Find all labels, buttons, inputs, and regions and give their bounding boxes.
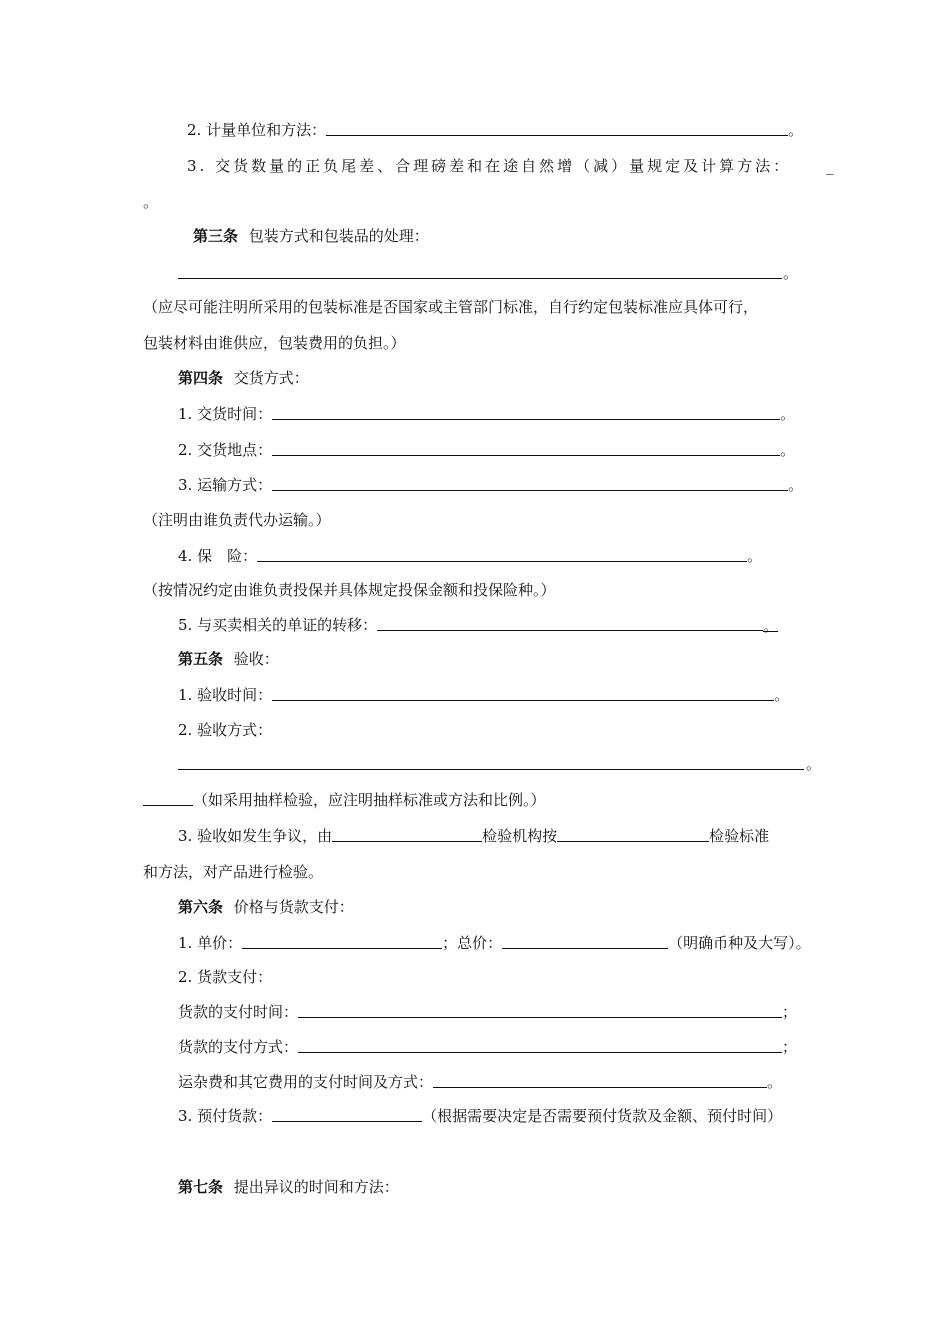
- unit-price-field[interactable]: [242, 933, 442, 949]
- payment-heading-row: [178, 967, 272, 987]
- inspection-method-field[interactable]: [178, 769, 804, 770]
- field-label: 检验机构按: [482, 827, 558, 845]
- article-3-heading: [193, 226, 429, 246]
- other-fees-field[interactable]: [433, 1072, 767, 1088]
- note-text: （如采用抽样检验，应注明抽样标准或方法和比例。）: [193, 791, 546, 809]
- article-title: 验收：: [233, 650, 279, 668]
- inspection-time-field[interactable]: [272, 685, 774, 701]
- clause-3-quantity-tolerance: [187, 156, 791, 176]
- inspection-standard-field[interactable]: [557, 826, 709, 842]
- field-label: 货款的支付时间：: [178, 1003, 299, 1021]
- period-text: 。: [806, 755, 822, 773]
- documents-transfer-field[interactable]: [377, 615, 763, 631]
- insurance-row: [178, 546, 762, 566]
- clause-label: 2. 计量单位和方法：: [187, 121, 327, 139]
- article-5-heading: [178, 649, 279, 669]
- article-title: 提出异议的时间和方法：: [233, 1178, 399, 1196]
- note-text: 包装材料由谁供应，包装费用的负担。）: [143, 334, 406, 352]
- packaging-blank-field[interactable]: [178, 278, 782, 279]
- article-number: 第六条: [178, 898, 224, 916]
- payment-method-field[interactable]: [298, 1037, 782, 1053]
- transport-method-row: [178, 475, 803, 495]
- field-label: 4. 保 险：: [178, 547, 258, 565]
- blank-tail[interactable]: [826, 156, 834, 176]
- field-label: 2. 验收方式：: [178, 721, 273, 739]
- field-label: （明确币种及大写）。: [668, 934, 811, 952]
- article-7-heading: [178, 1177, 399, 1197]
- field-label: 2. 货款支付：: [178, 968, 273, 986]
- article-number: 第四条: [178, 369, 224, 387]
- article-4-heading: [178, 368, 309, 388]
- sampling-blank-field[interactable]: [143, 790, 193, 806]
- other-fees-row: [178, 1072, 782, 1092]
- period: 。: [788, 476, 804, 494]
- transport-method-field[interactable]: [272, 475, 788, 491]
- payment-time-field[interactable]: [298, 1002, 782, 1018]
- delivery-place-field[interactable]: [272, 440, 780, 456]
- article-6-heading: [178, 897, 354, 917]
- clause-label: 3. 交货数量的正负尾差、合理磅差和在途自然增（减）量规定及计算方法：: [187, 157, 792, 175]
- delivery-time-field[interactable]: [272, 404, 780, 420]
- field-label: 5. 与买卖相关的单证的转移：: [178, 616, 378, 634]
- article-number: 第七条: [178, 1178, 224, 1196]
- note-text: （按情况约定由谁负责投保并具体规定投保金额和投保险种。）: [143, 581, 556, 599]
- prepayment-row: [178, 1106, 782, 1126]
- note-text: （应尽可能注明所采用的包装标准是否国家或主管部门标准，自行约定包装标准应具体可行，: [143, 298, 759, 316]
- period: 。: [774, 686, 790, 704]
- note-text: （注明由谁负责代办运输。）: [143, 511, 331, 529]
- field-label: 3. 运输方式：: [178, 476, 273, 494]
- field-label: 2. 交货地点：: [178, 441, 273, 459]
- clause-2-measurement: [187, 120, 803, 140]
- semicolon: ；: [782, 1038, 798, 1056]
- clause-text: 和方法，对产品进行检验。: [143, 863, 324, 881]
- total-price-field[interactable]: [502, 933, 668, 949]
- blank-field[interactable]: [326, 120, 788, 136]
- delivery-time-row: [178, 404, 795, 424]
- dispute-inspection-row: [178, 826, 769, 846]
- transport-note: [143, 510, 331, 530]
- field-label: 货款的支付方式：: [178, 1038, 299, 1056]
- field-label: 1. 交货时间：: [178, 405, 273, 423]
- inspection-time-row: [178, 685, 789, 705]
- period-underlined: 。: [763, 617, 779, 635]
- period: 。: [143, 193, 159, 211]
- period: 。: [767, 1073, 783, 1091]
- packaging-note-line-1: [143, 297, 758, 317]
- article-title: 价格与货款支付：: [233, 898, 354, 916]
- insurance-field[interactable]: [257, 546, 747, 562]
- article-title: 交货方式：: [233, 369, 309, 387]
- documents-transfer-row: [178, 615, 778, 635]
- period: 。: [780, 405, 796, 423]
- field-label: 3. 预付货款：: [178, 1107, 273, 1125]
- semicolon: ；: [782, 1003, 798, 1021]
- field-label: ；总价：: [442, 934, 503, 952]
- price-row: [178, 933, 811, 953]
- sampling-note-row: [143, 790, 546, 810]
- field-label: 检验标准: [709, 827, 770, 845]
- payment-time-row: [178, 1002, 797, 1022]
- period-text: 。: [783, 264, 799, 282]
- packaging-note-line-2: [143, 333, 406, 353]
- note-text: （根据需要决定是否需要预付货款及金额、预付时间）: [422, 1107, 783, 1125]
- field-label: 运杂费和其它费用的支付时间及方式：: [178, 1073, 434, 1091]
- insurance-note: [143, 580, 556, 600]
- prepayment-field[interactable]: [272, 1106, 422, 1122]
- field-label: 1. 单价：: [178, 934, 243, 952]
- field-label: 1. 验收时间：: [178, 686, 273, 704]
- dispute-inspection-row-cont: [143, 862, 323, 882]
- period: 。: [780, 441, 796, 459]
- article-title: 包装方式和包装品的处理：: [248, 227, 429, 245]
- clause-3-end: [143, 192, 158, 212]
- inspection-agency-field[interactable]: [332, 826, 482, 842]
- field-label: 3. 验收如发生争议，由: [178, 827, 333, 845]
- period: [783, 263, 798, 283]
- inspection-method-row: [178, 720, 272, 740]
- article-number: 第三条: [193, 227, 239, 245]
- period: [806, 754, 821, 774]
- period: 。: [788, 121, 804, 139]
- delivery-place-row: [178, 440, 795, 460]
- underscore-text: _: [826, 157, 834, 175]
- article-number: 第五条: [178, 650, 224, 668]
- payment-method-row: [178, 1037, 797, 1057]
- period: 。: [747, 547, 763, 565]
